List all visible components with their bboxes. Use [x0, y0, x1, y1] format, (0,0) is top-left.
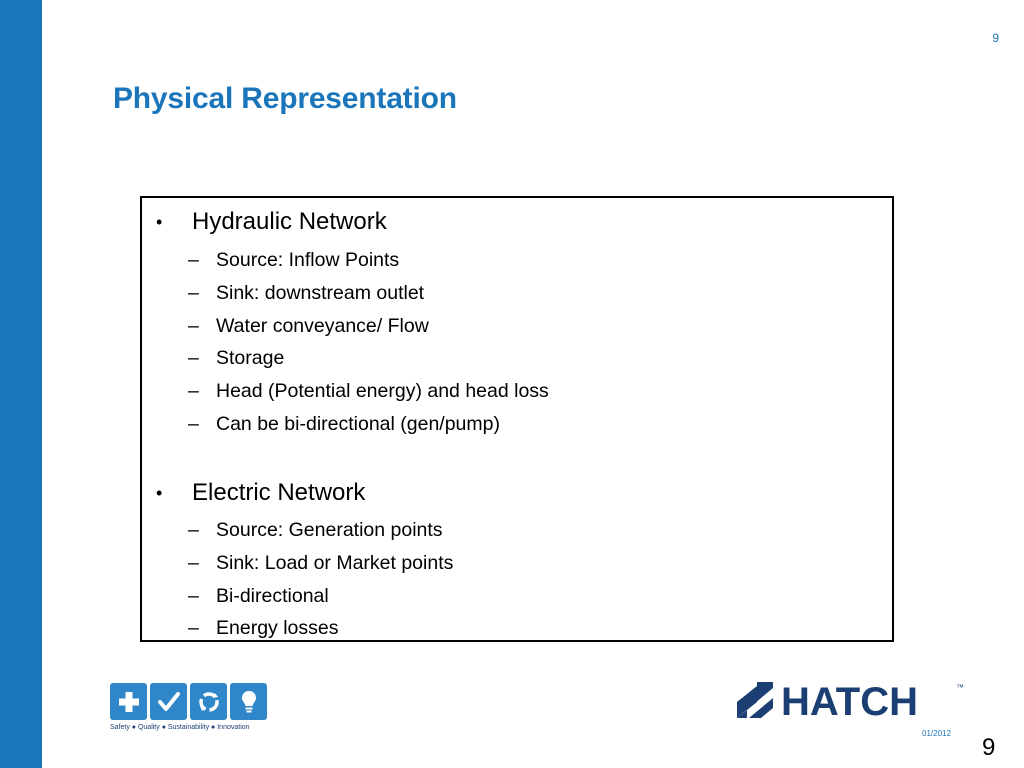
hatch-logo	[737, 682, 969, 718]
logo-trademark: ™	[956, 683, 964, 692]
dash-marker: –	[188, 249, 199, 271]
lightbulb-icon	[230, 683, 267, 720]
recycle-icon	[190, 683, 227, 720]
page-number-top: 9	[992, 31, 999, 45]
check-icon	[150, 683, 187, 720]
dash-marker: –	[188, 282, 199, 304]
slide-date: 01/2012	[922, 729, 951, 738]
bullet-label: Electric Network	[192, 479, 366, 506]
plus-icon	[110, 683, 147, 720]
dash-marker: –	[188, 617, 199, 639]
dash-marker: –	[188, 585, 199, 607]
values-badge	[110, 683, 275, 735]
logo-text: HATCH	[781, 682, 919, 718]
dash-marker: –	[188, 315, 199, 337]
slide-title: Physical Representation	[113, 82, 457, 115]
dash-marker: –	[188, 413, 199, 435]
bullet-marker: •	[156, 212, 163, 232]
values-caption: Safety ● Quality ● Sustainability ● Innovation	[110, 724, 250, 731]
dash-marker: –	[188, 380, 199, 402]
left-accent-bar	[0, 0, 42, 768]
dash-marker: –	[188, 552, 199, 574]
dash-marker: –	[188, 519, 199, 541]
dash-marker: –	[188, 347, 199, 369]
page-number-bottom: 9	[982, 734, 996, 761]
content-box: • Hydraulic Network – Source: Inflow Points – Sink: downstream outlet – Water conveyance/ Flow – Storage – Head (Potential energy) and head loss – Can be bi-directional (gen/pump) • Electric Network – Source: Generation points – Sink: Load or Market points – Bi-directional – Energy losses	[140, 196, 894, 642]
bullet-marker: •	[156, 483, 163, 503]
bullet-label: Hydraulic Network	[192, 208, 387, 235]
